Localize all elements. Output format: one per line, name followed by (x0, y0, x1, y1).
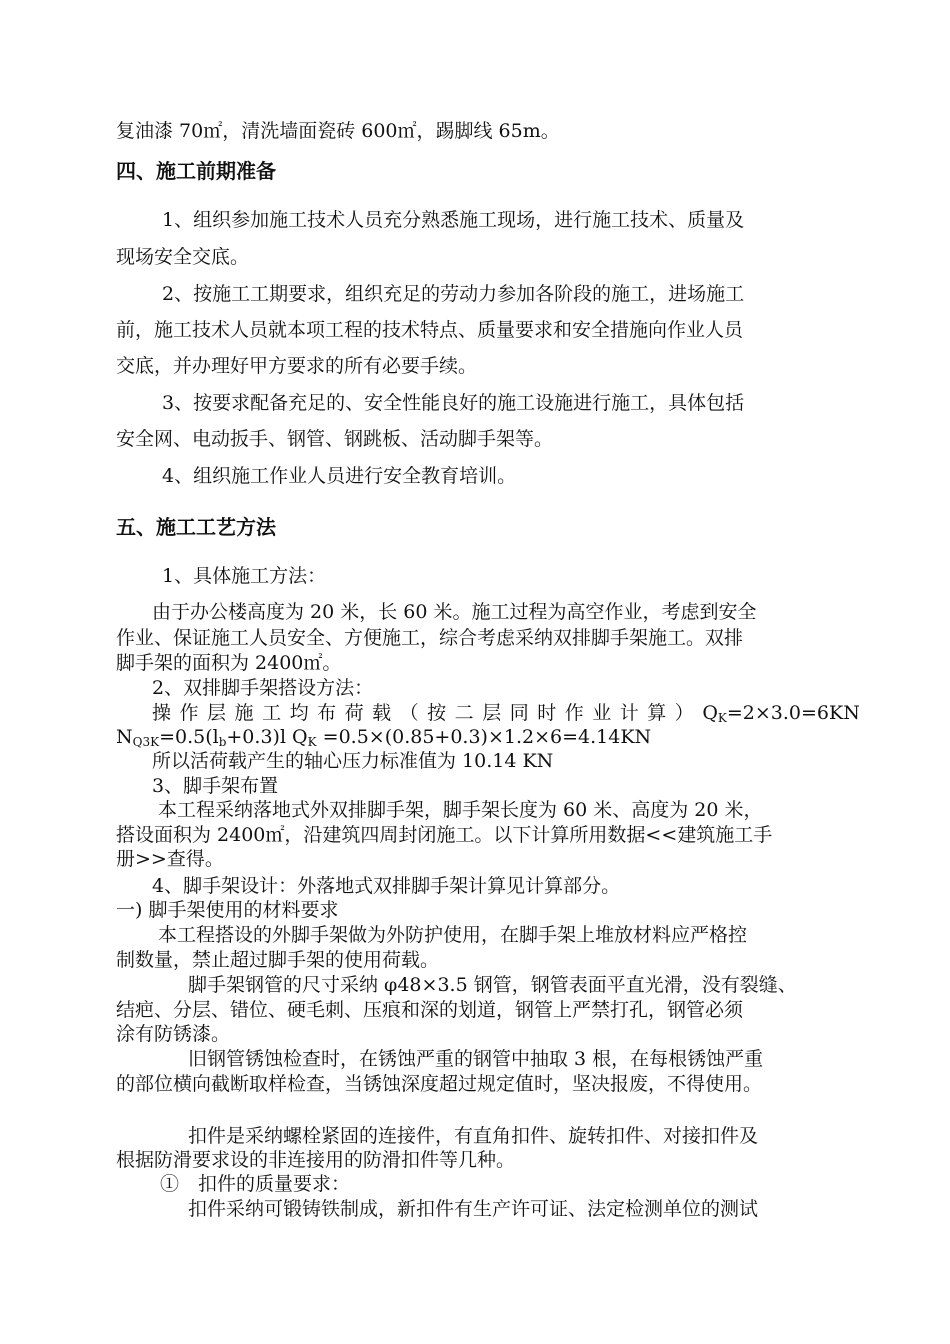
text-line: 现场安全交底。 (116, 246, 250, 268)
text-line: 册>>查得。 (116, 848, 224, 870)
formula-line-axial (116, 724, 651, 750)
word: 二 (454, 702, 474, 724)
formula-subscript: b (218, 735, 227, 749)
text-line: 旧钢管锈蚀检查时，在锈蚀严重的钢管中抽取 3 根，在每根锈蚀严重 (188, 1048, 764, 1070)
text-line: 所以活荷载产生的轴心压力标准值为 10.14 KN (152, 750, 554, 772)
word: （ (399, 702, 419, 724)
word: 作 (564, 702, 584, 724)
word: 操 (152, 702, 172, 724)
text-line: 安全网、电动扳手、钢管、钢跳板、活动脚手架等。 (116, 428, 554, 450)
text-line: 制数量，禁止超过脚手架的使用荷载。 (116, 949, 440, 971)
text-line: 交底，并办理好甲方要求的所有必要手续。 (116, 355, 478, 377)
word: 按 (427, 702, 447, 724)
text-line: 3、脚手架布置 (152, 775, 279, 797)
text-line: 前，施工技术人员就本项工程的技术特点、质量要求和安全措施向作业人员 (116, 319, 744, 341)
text-line: 作业、保证施工人员安全、方便施工，综合考虑采纳双排脚手架施工。双排 (116, 627, 744, 649)
formula-text: +0.3)l Q (226, 726, 308, 748)
text-line: 3、按要求配备充足的、安全性能良好的施工设施进行施工，具体包括 (162, 392, 745, 414)
word: 布 (317, 702, 337, 724)
formula-value: =2×3.0=6KN (726, 702, 860, 724)
text-line: 2、双排脚手架搭设方法： (152, 677, 374, 699)
formula-qk (702, 700, 860, 726)
text-line: 结疤、分层、错位、硬毛刺、压痕和深的划道，钢管上严禁打孔，钢管必须 (116, 999, 744, 1021)
word: 业 (592, 702, 612, 724)
formula-text: =0.5×(0.85+0.3)×1.2×6=4.14KN (316, 726, 652, 748)
formula-symbol: N (116, 726, 133, 748)
word: 层 (207, 702, 227, 724)
word: 施 (234, 702, 254, 724)
word: 算 (647, 702, 667, 724)
text-line: 1、具体施工方法： (162, 565, 327, 587)
word: 荷 (344, 702, 364, 724)
formula-subscript: K (307, 735, 317, 749)
word: 层 (482, 702, 502, 724)
word: 同 (509, 702, 529, 724)
word: ） (674, 702, 694, 724)
text-line: 2、按施工工期要求，组织充足的劳动力参加各阶段的施工，进场施工 (162, 283, 745, 305)
text-line: 脚手架钢管的尺寸采纳 φ48×3.5 钢管，钢管表面平直光滑，没有裂缝、 (188, 974, 797, 996)
text-line: 由于办公楼高度为 20 米，长 60 米。施工过程为高空作业，考虑到安全 (152, 601, 757, 623)
text-line: 扣件是采纳螺栓紧固的连接件，有直角扣件、旋转扣件、对接扣件及 (188, 1125, 759, 1147)
text-line: 搭设面积为 2400㎡，沿建筑四周封闭施工。以下计算所用数据<<建筑施工手 (116, 824, 773, 846)
word: 计 (619, 702, 639, 724)
text-line: 1、组织参加施工技术人员充分熟悉施工现场，进行施工技术、质量及 (162, 209, 745, 231)
text-line: 4、脚手架设计：外落地式双排脚手架计算见计算部分。 (152, 875, 621, 897)
text-line: 脚手架的面积为 2400㎡。 (116, 652, 342, 674)
formula-subscript: Q3K (132, 735, 160, 749)
text-line: 本工程搭设的外脚手架做为外防护使用，在脚手架上堆放材料应严格控 (158, 924, 748, 946)
text-line: 复油漆 70㎡，清洗墙面瓷砖 600㎡，踢脚线 65m。 (116, 120, 560, 142)
word: 工 (262, 702, 282, 724)
text-line: 根据防滑要求设的非连接用的防滑扣件等几种。 (116, 1149, 516, 1171)
text-line: 一) 脚手架使用的材料要求 (116, 899, 339, 921)
section-heading-5: 五、施工工艺方法 (116, 515, 276, 539)
word: 作 (179, 702, 199, 724)
word: 载 (372, 702, 392, 724)
word: 时 (537, 702, 557, 724)
formula-symbol: Q (702, 702, 718, 724)
text-line: 本工程采纳落地式外双排脚手架，脚手架长度为 60 米、高度为 20 米， (158, 799, 763, 821)
formula-text: =0.5(l (159, 726, 219, 748)
text-line: 扣件采纳可锻铸铁制成，新扣件有生产许可证、法定检测单位的测试 (188, 1198, 759, 1220)
text-line: 的部位横向截断取样检查，当锈蚀深度超过规定值时，坚决报废，不得使用。 (116, 1073, 763, 1095)
formula-line-load (152, 700, 860, 726)
text-line: 涂有防锈漆。 (116, 1023, 231, 1045)
word: 均 (289, 702, 309, 724)
text-line: ① 扣件的质量要求： (160, 1173, 351, 1195)
formula-subscript: K (717, 711, 727, 725)
section-heading-4: 四、施工前期准备 (116, 159, 276, 183)
text-line: 4、组织施工作业人员进行安全教育培训。 (162, 465, 517, 487)
